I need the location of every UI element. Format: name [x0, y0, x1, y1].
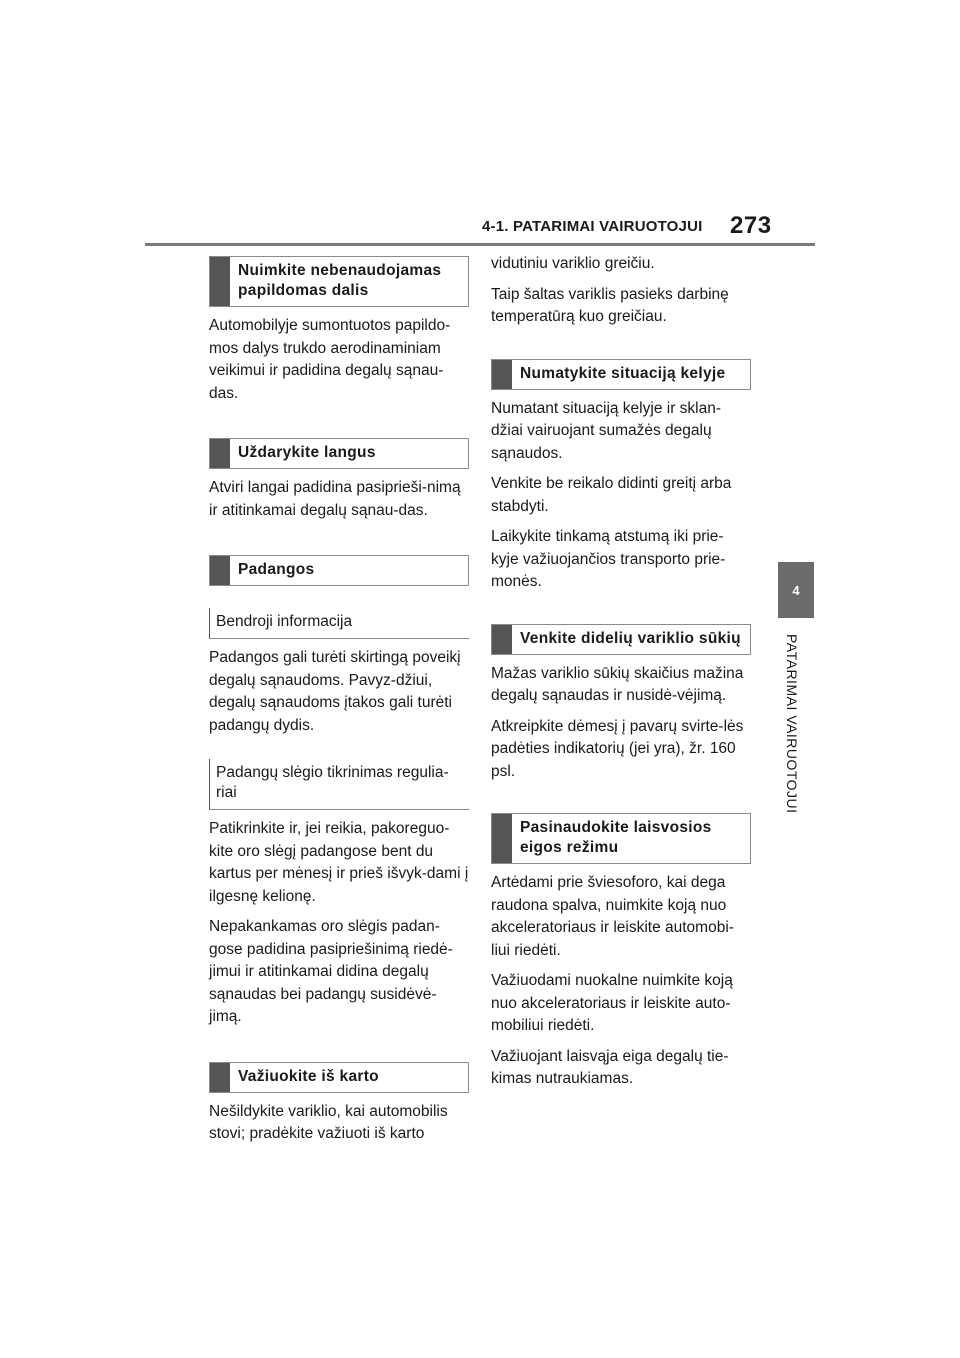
paragraph: Patikrinkite ir, jei reikia, pakoreguo-kite oro slėgį padangose bent du kartus per mėnesį ir prieš išvyk-dami į ilgesnę kelionę.: [209, 820, 469, 905]
paragraph: Nešildykite variklio, kai automobilis stovi; pradėkite važiuoti iš karto: [209, 1102, 448, 1142]
paragraph: Atkreipkite dėmesį į pavarų svirte-lės padėties indikatorių (jei yra), žr. 160 psl.: [491, 717, 744, 780]
paragraph: Padangos gali turėti skirtingą poveikį degalų sąnaudoms. Pavyz-džiui, degalų sąnaudoms įtakos gali turėti padangų dydis.: [209, 649, 461, 734]
left-column: [209, 256, 469, 1146]
right-column: [491, 253, 751, 1091]
heading-tires: Padangos: [209, 555, 469, 586]
paragraph: Važiuodami nuokalne nuimkite koją nuo akceleratoriaus ir leiskite auto-mobiliui riedėti.: [491, 972, 733, 1034]
paragraph: Automobilyje sumontuotos papildo-mos dalys trukdo aerodinaminiam veikimui ir padidina degalų sąnau-das.: [209, 317, 451, 402]
paragraph: Venkite be reikalo didinti greitį arba stabdyti.: [491, 475, 732, 515]
chapter-label: PATARIMAI VAIRUOTOJUI: [784, 634, 800, 814]
paragraph: Laikykite tinkamą atstumą iki prie-kyje važiuojančios transporto prie-monės.: [491, 528, 726, 590]
heading-high-rpm: Venkite didelių variklio sūkių: [491, 624, 751, 655]
heading-close-windows: Uždarykite langus: [209, 438, 469, 469]
subheading-tire-pressure: Padangų slėgio tikrinimas regulia-riai: [209, 759, 469, 810]
header-divider: [145, 243, 815, 246]
page-number: 273: [730, 212, 772, 239]
paragraph: Numatant situaciją kelyje ir sklan-džiai vairuojant sumažės degalų sąnaudos.: [491, 399, 722, 462]
paragraph: vidutiniu variklio greičiu.: [491, 255, 655, 272]
paragraph: Atviri langai padidina pasiprieši-nimą ir atitinkamai degalų sąnau-das.: [209, 479, 461, 519]
paragraph: Mažas variklio sūkių skaičius mažina degalų sąnaudas ir nusidė-vėjimą.: [491, 664, 744, 704]
heading-drive-off: Važiuokite iš karto: [209, 1062, 469, 1093]
subheading-general-info: Bendroji informacija: [209, 608, 469, 639]
paragraph: Taip šaltas variklis pasieks darbinę temperatūrą kuo greičiau.: [491, 285, 729, 325]
paragraph: Važiuojant laisvąja eiga degalų tie-kimas nutraukiamas.: [491, 1047, 729, 1087]
heading-remove-parts: Nuimkite nebenaudojamas papildomas dalis: [209, 256, 469, 307]
heading-anticipate: Numatykite situaciją kelyje: [491, 359, 751, 390]
paragraph: Artėdami prie šviesoforo, kai dega raudona spalva, nuimkite koją nuo akceleratoriaus ir leiskite automobi-liui riedėti.: [491, 874, 734, 959]
chapter-tab[interactable]: [778, 562, 814, 618]
heading-coasting: Pasinaudokite laisvosios eigos režimu: [491, 813, 751, 864]
section-title: 4-1. PATARIMAI VAIRUOTOJUI: [482, 218, 703, 235]
paragraph: Nepakankamas oro slėgis padan-gose padidina pasipriešinimą riedė-jimui ir atitinkamai didina degalų sąnaudas bei padangų susidėvė-jimą.: [209, 918, 453, 1025]
chapter-number: 4: [792, 582, 800, 598]
